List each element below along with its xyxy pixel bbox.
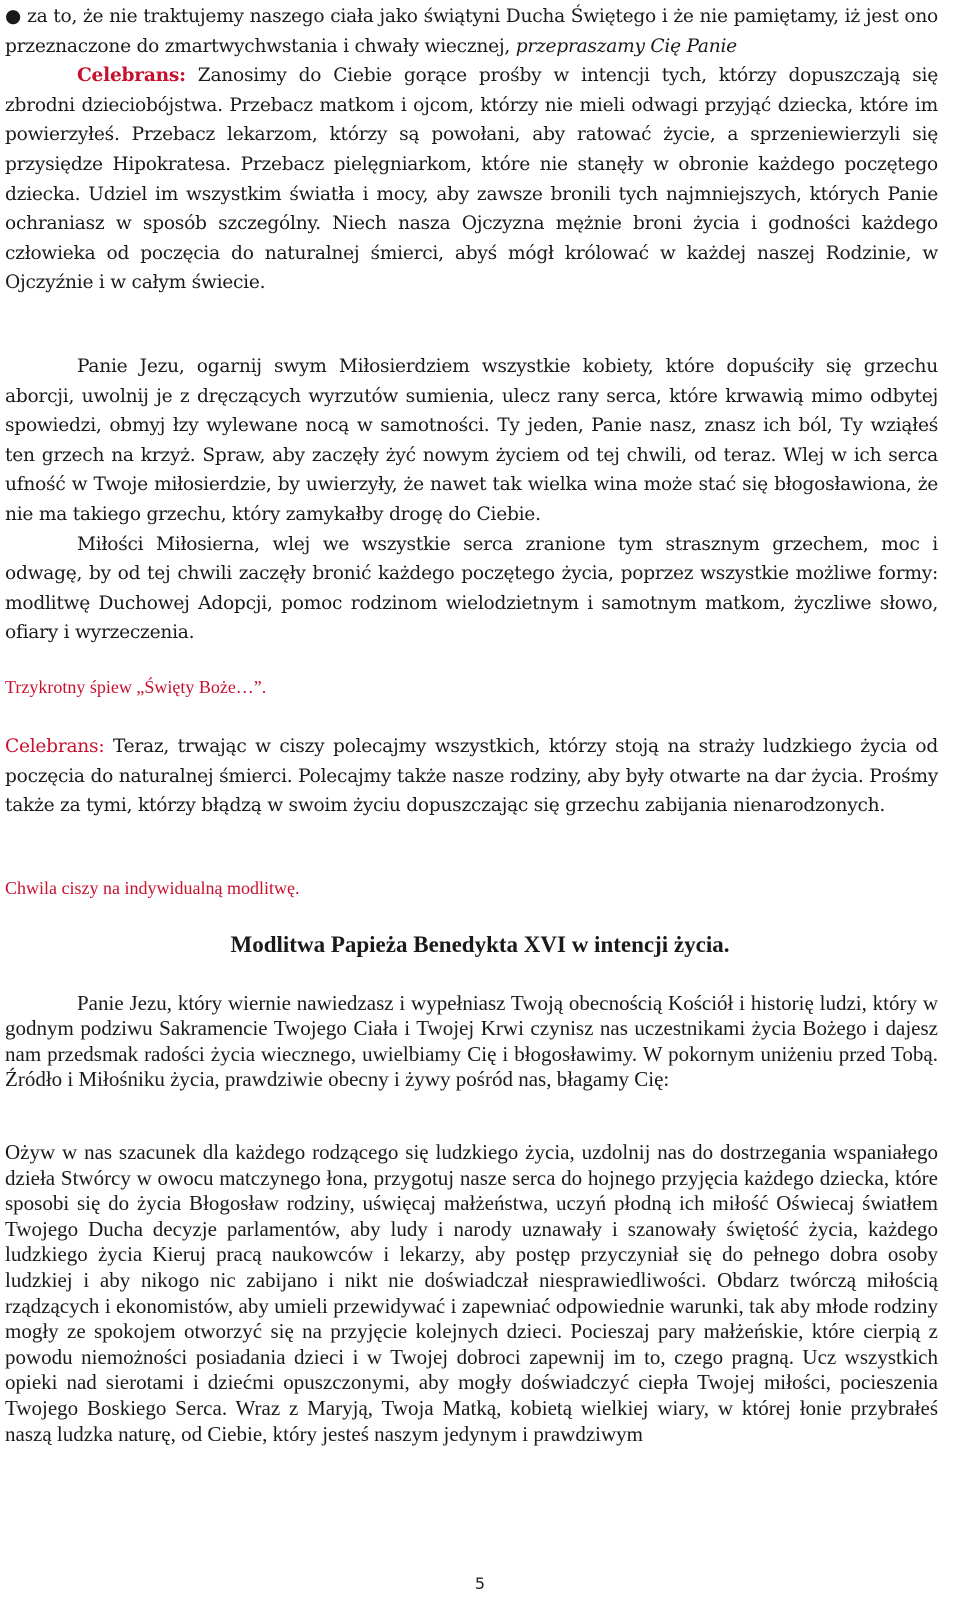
intercession-bullet-paragraph <box>5 2 938 61</box>
bullet-marker: ● <box>5 6 22 27</box>
silence-intro-section <box>5 732 938 821</box>
intercession-text: za to, że nie traktujemy naszego ciała jako świątyni Ducha Świętego i że nie pamiętamy, iż jest ono przeznaczone do zmartwychwstania i chwały wiecznej, <box>5 6 938 57</box>
silence-intro-text: Teraz, trwając w ciszy polecajmy wszystkich, którzy stoją na straży ludzkiego życia od poczęcia do naturalnej śmierci. Polecajmy także nasze rodziny, aby były otwarte na dar życia. Prośmy także za tymi, którzy błądzą w swoim życiu dopuszczając się grzechu zabijania nienarodzonych. <box>5 736 938 817</box>
mercy-prayer-section <box>5 352 938 648</box>
intercession-response: przepraszamy Cię Panie <box>515 35 737 57</box>
mercy-paragraph-1: Panie Jezu, ogarnij swym Miłosierdziem wszystkie kobiety, które dopuściły się grzechu aborcji, uwolnij je z dręczących wyrzutów sumienia, ulecz rany serca, które krwawią mimo odbytej spowiedzi, obmyj łzy wylewane nocą w samotności. Ty jeden, Panie nasz, znasz ich ból, Ty wziąłeś ten grzech na krzyż. Spraw, aby zaczęły żyć nowym życiem od tej chwili, od teraz. Wlej w ich serca ufność w Twoje miłosierdzie, by uwierzyły, że nawet tak wielka wina może stać się błogosławiona, że nie ma takiego grzechu, który zamykałby drogę do Ciebie. <box>5 356 938 525</box>
mercy-paragraph-2: Miłości Miłosierna, wlej we wszystkie serca zranione tym strasznym grzechem, moc i odwagę, by od tej chwili zaczęły bronić każdego poczętego życia, poprzez wszystkie możliwe formy: modlitwę Duchowej Adopcji, pomoc rodzinom wielodzietnym i samotnym matkom, życzliwe słowo, ofiary i wyrzeczenia. <box>5 533 938 644</box>
benedict-prayer-paragraph-2: Ożyw w nas szacunek dla każdego rodzącego się ludzkiego życia, uzdolnij nas do dostrzegania wspaniałego dzieła Stwórcy w owocu matczynego łona, przygotuj nasze serca do hojnego przyjęcia każdego dziecka, które sposobi się do życia Błogosław rodziny, uświęcaj małżeństwa, uczyń płodną ich miłość Oświecaj światłem Twojego Ducha decyzje parlamentów, aby ludy i narody uznawały i szanowały świętość życia, każdego ludzkiego życia Kieruj pracą naukowców i lekarzy, aby postęp przyczyniał się do pełnego dobra osoby ludzkiej i aby nikogo nic zabijano i nikt nie doświadczał niesprawiedliwości. Obdarz twórczą miłością rządzących i ekonomistów, aby umieli przewidywać i zapewniać odpowiednie warunki, tak aby młode rodziny mogły ze spokojem otworzyć się na przyjęcie kolejnych dzieci. Pocieszaj pary małżeńskie, które cierpią z powodu niemożności posiadania dzieci i w Twojej dobroci zapewnij im to, czego pragną. Ucz wszystkich opieki nad sierotami i dziećmi opuszczonymi, aby mogły doświadczyć ciepła Twojej miłości, pocieszenia Twojego Boskiego Serca. Wraz z Maryją, Twoja Matką, kobietą wielkiej wiary, w której łonie przybrałeś naszą ludzka naturę, od Ciebie, który jesteś naszym jedynym i prawdziwym <box>5 1140 938 1446</box>
benedict-prayer-body <box>5 1140 938 1447</box>
celebrant-prayer-paragraph <box>5 61 938 298</box>
benedict-prayer-intro <box>5 991 938 1093</box>
rubric-holy-god: Trzykrotny śpiew „Święty Boże…”. <box>5 677 267 697</box>
celebrant-prayer-text: Zanosimy do Ciebie gorące prośby w intencji tych, którzy dopuszczają się zbrodni dzieciobójstwa. Przebacz matkom i ojcom, którzy nie mieli odwagi przyjąć dziecka, które im powierzyłeś. Przebacz lekarzom, którzy są powołani, aby ratować życie, a sprzeniewierzyli się przysiędze Hipokratesa. Przebacz pielęgniarkom, które nie stanęły w obronie każdego poczętego dziecka. Udziel im wszystkim światła i mocy, aby zawsze bronili tych najmniejszych, których Panie ochraniasz w sposób szczególny. Niech nasza Ojczyzna mężnie broni życia i godności każdego człowieka od poczęcia do naturalnej śmierci, abyś mógł królować w każdej naszej Rodzinie, w Ojczyźnie i w całym świecie. <box>5 65 938 294</box>
celebrant-label-2: Celebrans: <box>5 736 105 757</box>
prayer-title: Modlitwa Papieża Benedykta XVI w intencji życia. <box>230 932 730 957</box>
celebrant-label: Celebrans: <box>77 65 186 87</box>
page-number: 5 <box>474 1574 486 1593</box>
benedict-prayer-paragraph-1: Panie Jezu, który wiernie nawiedzasz i wypełniasz Twoją obecnością Kościół i historię ludzi, który w godnym podziwu Sakramencie Twojego Ciała i Twojej Krwi czynisz nas uczestnikami życia Bożego i dajesz nam przedsmak radości życia wiecznego, uwielbiamy Cię i błogosławimy. W pokornym uniżeniu przed Tobą. Źródło i Miłośniku życia, prawdziwie obecny i żywy pośród nas, błagamy Cię: <box>5 991 938 1092</box>
intercession-section <box>5 2 938 298</box>
silence-intro-paragraph <box>5 732 938 821</box>
rubric-silence: Chwila ciszy na indywidualną modlitwę. <box>5 878 300 898</box>
